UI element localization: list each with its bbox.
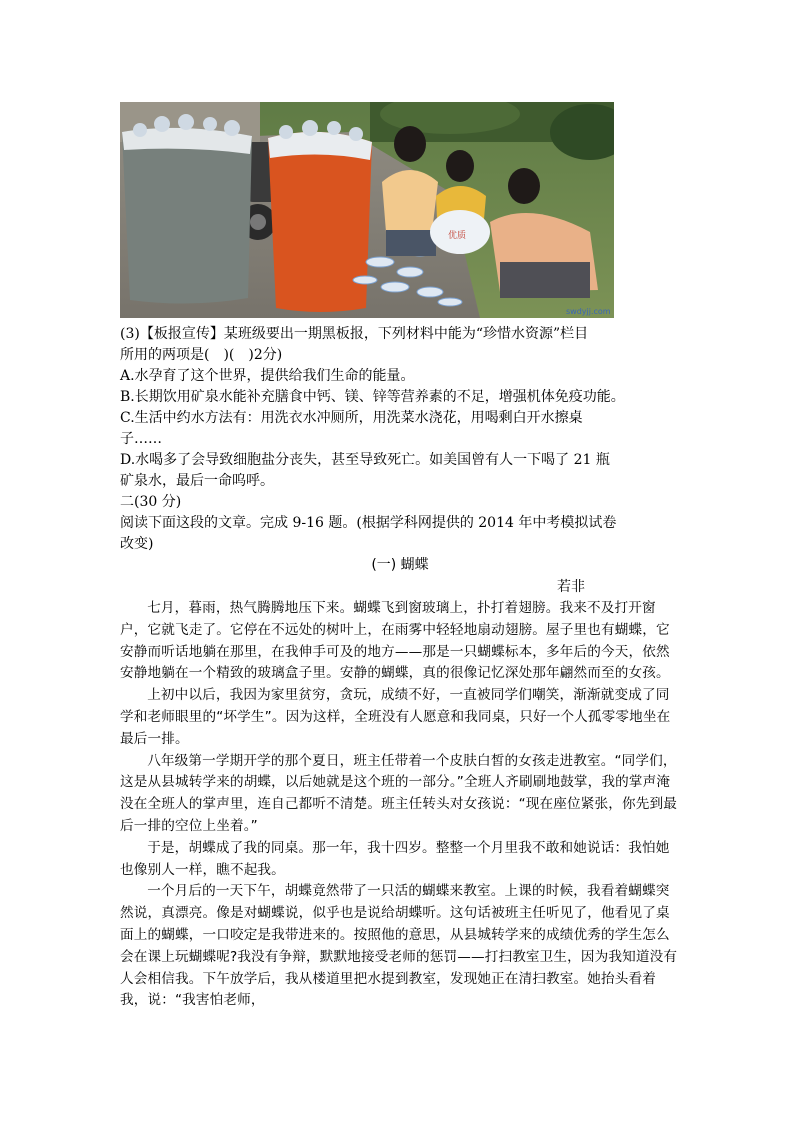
bag-label: 优质 — [448, 231, 467, 241]
section-2-intro-line1: 阅读下面这段的文章。完成 9-16 题。(根据学科网提供的 2014 年中考模拟试卷 — [120, 515, 617, 531]
option-c-line2: 子…… — [120, 431, 162, 447]
photo-watermark: swdyjj.com — [566, 307, 611, 316]
option-b: B.长期饮用矿泉水能补充膳食中钙、镁、锌等营养素的不足，增强机体免疫功能。 — [120, 389, 625, 405]
story-paragraph: 七月，暮雨，热气腾腾地压下来。蝴蝶飞到窗玻璃上，扑打着翅膀。我来不及打开窗户，它就飞走了。它停在不远处的树叶上，在雨雾中轻轻地扇动翅膀。屋子里也有蝴蝶，它安静而听话地躺在那里，在我伸手可及的地方——那是一只蝴蝶标本，多年后的今天，依然安静地躺在一个精致的玻璃盒子里。安静的蝴蝶，真的很像记忆深处那年翩然而至的女孩。 — [120, 600, 670, 682]
question-3-stem-line2: 所用的两项是( )( )2分) — [120, 347, 283, 363]
option-a: A.水孕育了这个世界，提供给我们生命的能量。 — [120, 368, 415, 384]
section-2-intro-line2: 改变) — [120, 536, 154, 552]
story-paragraph: 一个月后的一天下午，胡蝶竟然带了一只活的蝴蝶来教室。上课的时候，我看着蝴蝶突然说，真漂亮。像是对蝴蝶说，似乎也是说给胡蝶听。这句话被班主任听见了，他看见了桌面上的蝴蝶，一口咬定是我带进来的。按照他的意思，从县城转学来的成绩优秀的学生怎么会在课上玩蝴蝶呢?我没有争辩，默默地接受老师的惩罚——打扫教室卫生，因为我知道没有人会相信我。下午放学后，我从楼道里把水提到教室，发现她正在清扫教室。她抬头看着我，说：“我害怕老师， — [120, 883, 678, 1009]
story-author: 若非 — [557, 579, 585, 595]
story-paragraph: 上初中以后，我因为家里贫穷，贪玩，成绩不好，一直被同学们嘲笑，渐渐就变成了同学和老师眼里的“坏学生”。因为这样，全班没有人愿意和我同桌，只好一个人孤零零地坐在最后一排。 — [120, 687, 671, 747]
section-2-heading: 二(30 分) — [120, 494, 182, 510]
option-d-line1: D.水喝多了会导致细胞盐分丧失，甚至导致死亡。如美国曾有人一下喝了 21 瓶 — [120, 452, 610, 468]
story-title: (一) 蝴蝶 — [371, 557, 429, 573]
photo-illustration — [120, 102, 614, 318]
option-d-line2: 矿泉水，最后一命呜呼。 — [120, 473, 274, 489]
recycling-photo — [120, 102, 614, 318]
option-c-line1: C.生活中约水方法有：用洗衣水冲厕所，用洗菜水浇花，用喝剩白开水擦桌 — [120, 410, 583, 426]
question-3-block — [120, 324, 680, 595]
story-body — [120, 598, 680, 1012]
question-3-stem-line1: (3)【板报宣传】某班级要出一期黑板报，下列材料中能为“珍惜水资源”栏目 — [120, 326, 589, 342]
story-paragraph: 于是，胡蝶成了我的同桌。那一年，我十四岁。整整一个月里我不敢和她说话：我怕她也像别人一样，瞧不起我。 — [120, 839, 670, 878]
story-paragraph: 八年级第一学期开学的那个夏日，班主任带着一个皮肤白皙的女孩走进教室。“同学们，这是从县城转学来的胡蝶，以后她就是这个班的一部分。”全班人齐刷刷地鼓掌，我的掌声淹没在全班人的掌声里，连自己都听不清楚。班主任转头对女孩说：“现在座位紧张，你先到最后一排的空位上坐着。” — [120, 752, 677, 834]
